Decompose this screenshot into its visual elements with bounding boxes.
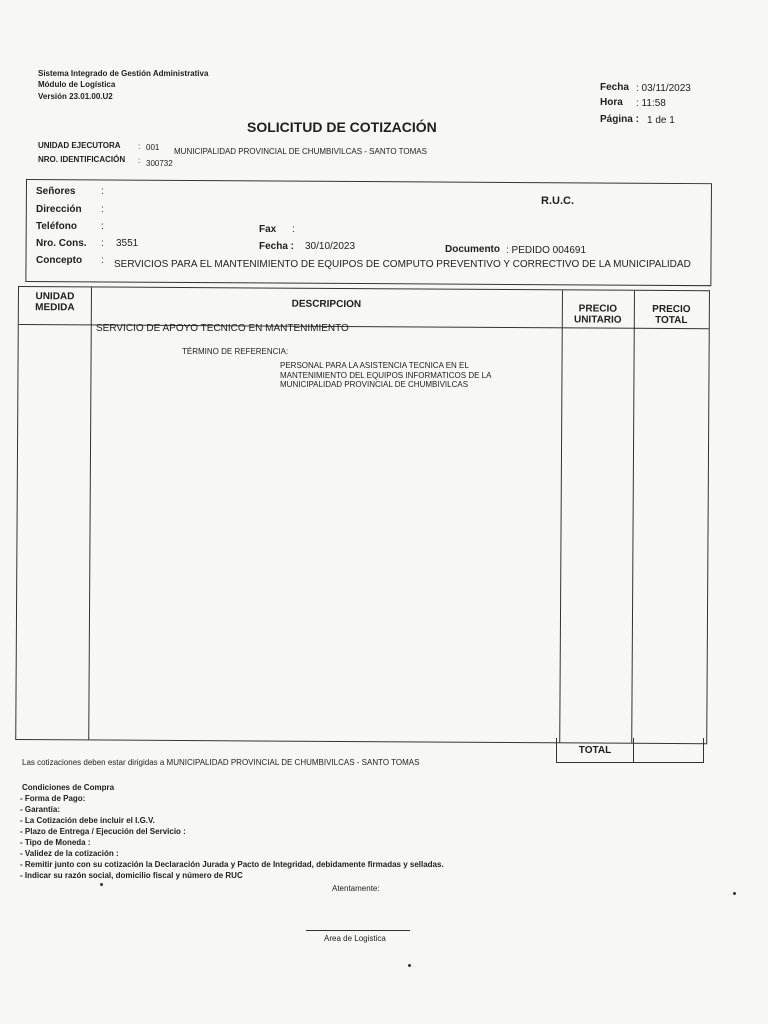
ruc-label: R.U.C.: [541, 195, 574, 207]
cotizaciones-note: Las cotizaciones deben estar dirigidas a MUNICIPALIDAD PROVINCIAL DE CHUMBIVILCAS - SANTO TOMAS: [22, 758, 420, 767]
telefono-colon: :: [101, 221, 104, 232]
condition-item: - Tipo de Moneda :: [20, 838, 91, 847]
termino-label: TÉRMINO DE REFERENCIA:: [182, 347, 289, 356]
concepto-value: SERVICIOS PARA EL MANTENIMIENTO DE EQUIPOS DE COMPUTO PREVENTIVO Y CORRECTIVO DE LA MUNICIPALIDAD: [114, 259, 691, 270]
col-header-precio-unitario: [562, 303, 634, 325]
meta-fecha-value: : 03/11/2023: [636, 83, 691, 94]
telefono-label: Teléfono: [36, 221, 77, 232]
nro-identificacion-value: 300732: [146, 159, 173, 168]
direccion-colon: :: [101, 204, 104, 215]
signature-line: [306, 930, 410, 931]
condition-item: - Validez de la cotización :: [20, 849, 119, 858]
total-box: [556, 738, 704, 763]
item-title: SERVICIO DE APOYO TECNICO EN MANTENIMIENTO: [96, 323, 349, 334]
nro-cons-colon: :: [101, 238, 104, 249]
fax-colon: :: [292, 224, 295, 235]
unidad-code: 001: [146, 143, 160, 152]
meta-hora-label: Hora: [600, 97, 623, 108]
col-header-descripcion: DESCRIPCION: [291, 298, 362, 311]
concepto-colon: :: [101, 255, 104, 266]
nro-cons-label: Nro. Cons.: [36, 238, 87, 249]
nro-cons-value: 3551: [116, 238, 139, 249]
condition-item: - Plazo de Entrega / Ejecución del Servicio :: [20, 827, 186, 836]
senores-colon: :: [101, 186, 104, 197]
meta-hora-value: : 11:58: [636, 98, 666, 109]
col-header-precio-total-line1: PRECIO: [652, 303, 691, 316]
concepto-label: Concepto: [36, 255, 83, 266]
col-header-precio-unitario-line2: UNITARIO: [573, 314, 622, 326]
col-divider: [559, 290, 563, 742]
nro-identificacion-sep: :: [138, 156, 141, 165]
col-header-unidad-line1: UNIDAD: [35, 291, 75, 303]
provider-fecha-value: 30/10/2023: [305, 241, 356, 252]
area-logistica: Area de Logistica: [324, 934, 386, 943]
termino-text: PERSONAL PARA LA ASISTENCIA TECNICA EN EL MANTENIMIENTO DEL EQUIPOS INFORMATICOS DE LA MUNICIPALIDAD PROVINCIAL DE CHUMBIVILCAS: [280, 361, 491, 389]
col-header-precio-unitario-line1: PRECIO: [578, 303, 618, 315]
senores-label: Señores: [36, 186, 76, 197]
col-header-unidad: [19, 291, 91, 313]
fax-label: Fax: [259, 224, 277, 235]
provider-box: [25, 179, 712, 286]
condition-item: - Forma de Pago:: [20, 794, 86, 803]
col-header-unidad-line2: MEDIDA: [35, 302, 75, 314]
unidad-label: UNIDAD EJECUTORA: [38, 141, 121, 150]
direccion-label: Dirección: [36, 204, 82, 215]
items-table: [15, 286, 710, 744]
scan-speck: [100, 883, 103, 886]
col-divider: [631, 291, 635, 743]
atentamente: Atentamente:: [332, 884, 380, 893]
page-title: SOLICITUD DE COTIZACIÓN: [247, 119, 437, 135]
system-module: Módulo de Logística: [38, 80, 116, 89]
unidad-value: MUNICIPALIDAD PROVINCIAL DE CHUMBIVILCAS - SANTO TOMAS: [174, 147, 427, 156]
condition-item: - Indicar su razón social, domicilio fiscal y número de RUC: [20, 871, 243, 880]
col-header-precio-total: [634, 304, 709, 326]
col-divider: [88, 287, 92, 739]
scan-speck: [408, 964, 411, 967]
provider-fecha-label: Fecha :: [259, 241, 295, 252]
total-divider: [633, 738, 634, 762]
condition-item: - Remitir junto con su cotización la Declaración Jurada y Pacto de Integridad, debidamente firmadas y selladas.: [20, 860, 444, 869]
meta-pagina-value: 1 de 1: [647, 115, 675, 126]
meta-fecha-label: Fecha: [600, 82, 629, 93]
nro-identificacion-label: NRO. IDENTIFICACIÓN: [38, 155, 126, 164]
documento-label: Documento: [445, 244, 500, 255]
total-label: TOTAL: [578, 745, 612, 756]
condition-item: - La Cotización debe incluir el I.G.V.: [20, 816, 155, 825]
system-name: Sistema Integrado de Gestión Administrativa: [38, 69, 209, 78]
documento-value: : PEDIDO 004691: [506, 245, 587, 256]
system-version: Versión 23.01.00.U2: [38, 92, 113, 101]
conditions-title: Condiciones de Compra: [22, 783, 115, 792]
meta-pagina-label: Página :: [600, 114, 639, 125]
col-header-precio-total-line2: TOTAL: [655, 314, 688, 327]
scan-speck: [733, 892, 736, 895]
unidad-sep: :: [138, 142, 141, 151]
condition-item: - Garantía:: [20, 805, 61, 814]
